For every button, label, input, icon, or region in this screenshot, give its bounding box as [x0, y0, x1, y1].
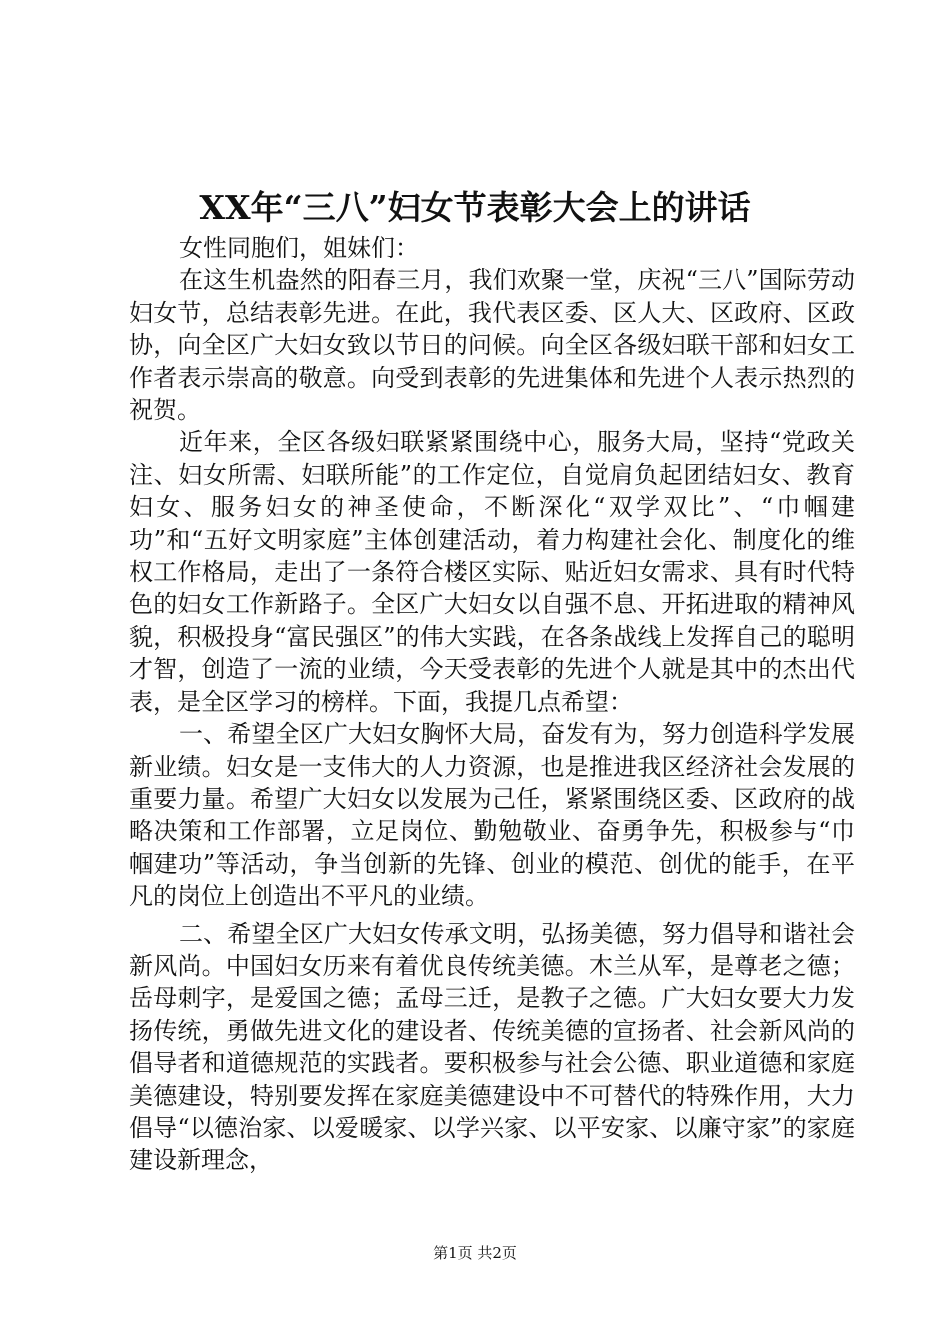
paragraph-hope-two: 二、希望全区广大妇女传承文明，弘扬美德，努力倡导和谐社会新风尚。中国妇女历来有着优良传统美德。木兰从军，是尊老之德；岳母刺字，是爱国之德；孟母三迁，是教子之德。广大妇女要大力发扬传统，勇做先进文化的建设者、传统美德的宣扬者、社会新风尚的倡导者和道德规范的实践者。要积极参与社会公德、职业道德和家庭美德建设，特别要发挥在家庭美德建设中不可替代的特殊作用，大力倡导“以德治家、以爱暖家、以学兴家、以平安家、以廉守家”的家庭建设新理念， — [129, 919, 855, 1175]
salutation: 女性同胞们，姐妹们： — [179, 234, 419, 262]
paragraph-opening: 在这生机盎然的阳春三月，我们欢聚一堂，庆祝“三八”国际劳动妇女节，总结表彰先进。在此，我代表区委、区人大、区政府、区政协，向全区广大妇女致以节日的问候。向全区各级妇联干部和妇女工作者表示崇高的敬意。向受到表彰的先进集体和先进个人表示热烈的祝贺。 — [129, 266, 855, 425]
document-title: XX年“三八”妇女节表彰大会上的讲话 — [199, 188, 751, 227]
document-body — [129, 232, 855, 1177]
page-indicator: 第1页 共2页 — [433, 1244, 517, 1262]
paragraph-hope-one: 一、希望全区广大妇女胸怀大局，奋发有为，努力创造科学发展新业绩。妇女是一支伟大的人力资源，也是推进我区经济社会发展的重要力量。希望广大妇女以发展为己任，紧紧围绕区委、区政府的战略决策和工作部署，立足岗位、勤勉敬业、奋勇争先，积极参与“巾帼建功”等活动，争当创新的先锋、创业的模范、创优的能手，在平凡的岗位上创造出不平凡的业绩。 — [129, 720, 855, 911]
paragraph-achievements: 近年来，全区各级妇联紧紧围绕中心，服务大局，坚持“党政关注、妇女所需、妇联所能”的工作定位，自觉肩负起团结妇女、教育妇女、服务妇女的神圣使命，不断深化“双学双比”、“巾帼建功”和“五好文明家庭”主体创建活动，着力构建社会化、制度化的维权工作格局，走出了一条符合楼区实际、贴近妇女需求、具有时代特色的妇女工作新路子。全区广大妇女以自强不息、开拓进取的精神风貌，积极投身“富民强区”的伟大实践，在各条战线上发挥自己的聪明才智，创造了一流的业绩，今天受表彰的先进个人就是其中的杰出代表，是全区学习的榜样。下面，我提几点希望： — [129, 428, 855, 716]
